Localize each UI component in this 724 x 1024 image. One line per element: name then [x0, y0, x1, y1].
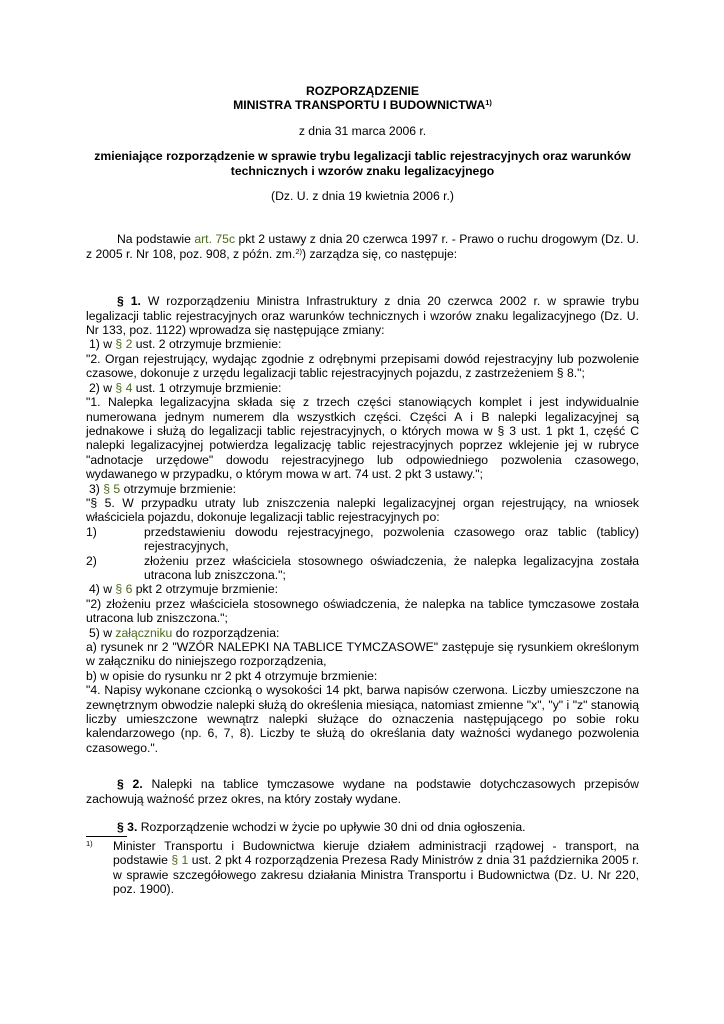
section-3-label: § 3. [117, 820, 138, 835]
preamble-article-link[interactable]: art. 75c [194, 232, 236, 247]
section-2: § 2. Nalepki na tablice tymczasowe wydane na podstawie dotychczasowych przepisów zachowują ważność przez okres, na który zostały wydane. [86, 777, 639, 806]
doc-issuer: MINISTRA TRANSPORTU I BUDOWNICTWA$^{1)}$ [233, 98, 492, 113]
preamble: Na podstawie art. 75c pkt 2 ustawy z dnia 20 czerwca 1997 r. - Prawo o ruchu drogowym (Dz. U. z 2005 r. Nr 108, poz. 908, z późn. zm.$^{2)}$) zarządza się, co następuje: [86, 232, 639, 261]
s1-item-3-text: "§ 5. W przypadku utraty lub zniszczenia nalepki legalizacyjnej organ rejestrujący, na wniosek właściciela pojazdu, dokonuje legalizacji tablic rejestracyjnych po: [86, 495, 639, 525]
section-1-intro: § 1. W rozporządzeniu Ministra Infrastruktury z dnia 20 czerwca 2002 r. w sprawie trybu legalizacji tablic rejestracyjnych oraz warunków technicznych i wzorów znaku legalizacyjnego (Dz. U. Nr 133, poz. 1122) wprowadza się następujące zmiany: [86, 294, 639, 338]
s1-item-3-sub-1: 1) przedstawieniu dowodu rejestracyjnego, pozwolenia czasowego oraz tablic (tablicy) rejestracyjnych, [86, 524, 639, 554]
s1-item-3-link[interactable]: § 5 [103, 481, 121, 496]
s1-item-5: 5) w załączniku do rozporządzenia: [89, 625, 280, 640]
footnote-text: Minister Transportu i Budownictwa kieruje działem administracji rządowej - transport, na podstawie § 1 ust. 2 pkt 4 rozporządzenia Prezesa Rady Ministrów z dnia 31 października 2005 r. w sprawie szczegółowego zakresu działania Ministra Transportu i Budownictwa (Dz. U. Nr 220, poz. 1900). [113, 839, 639, 897]
s1-item-5-a: a) rysunek nr 2 "WZÓR NALEPKI NA TABLICE TYMCZASOWE" zastępuje się rysunkiem określonym w załączniku do niniejszego rozporządzenia, [86, 640, 639, 669]
s1-item-3-sub-2: 2) złożeniu przez właściciela stosownego oświadczenia, że nalepka legalizacyjna została utracona lub zniszczona."; [86, 553, 639, 582]
doc-date: z dnia 31 marca 2006 r. [298, 123, 427, 138]
s1-item-5-b-text: "4. Napisy wykonane czcionką o wysokości 14 pkt, barwa napisów czerwona. Liczby umieszczone na zewnętrznym obwodzie nalepki służą do określenia miesiąca, natomiast zmienne "x", "y" i "z" stanowią liczby umieszczone wewnątrz nalepki służące do oznaczenia następującego po sobie roku kalendarzowego (np. 6, 7, 8). Liczby te służą do określania daty ważności wydanego pozwolenia czasowego.". [86, 683, 639, 755]
s1-item-2-link[interactable]: § 4 [115, 380, 133, 395]
footnote-1 [86, 839, 639, 897]
doc-subject: zmieniające rozporządzenie w sprawie trybu legalizacji tablic rejestracyjnych oraz warunków technicznych i wzorów znaku legalizacyjnego [94, 149, 631, 178]
doc-journal: (Dz. U. z dnia 19 kwietnia 2006 r.) [271, 189, 454, 204]
s1-item-1: 1) w § 2 ust. 2 otrzymuje brzmienie: [89, 337, 282, 352]
s1-item-4-text: "2) złożeniu przez właściciela stosownego oświadczenia, że nalepka na tablice tymczasowe została utracona lub zniszczona."; [86, 596, 639, 626]
s1-item-2: 2) w § 4 ust. 1 otrzymuje brzmienie: [89, 380, 282, 395]
doc-title: ROZPORZĄDZENIE [305, 84, 420, 98]
section-1-label: § 1. [117, 294, 141, 309]
s1-item-5-b: b) w opisie do rysunku nr 2 pkt 4 otrzymuje brzmienie: [86, 668, 378, 683]
s1-item-2-text: "1. Nalepka legalizacyjna składa się z trzech części stanowiących komplet i jest indywidualnie numerowana jednym numerem dla wszystkich części. Części A i B nalepki legalizacyjnej są jednakowe i służą do legalizacji tablic rejestracyjnych, o których mowa w § 3 ust. 1 pkt 1, część C nalepki legalizacyjnej potwierdza legalizację tablic rejestracyjnych poprzez wklejenie jej w rubryce "adnotacje urzędowe" dowodu rejestracyjnego lub odpowiedniego pozwolenia czasowego, wydawanego w przypadku, o którym mowa w art. 74 ust. 2 pkt 3 ustawy."; [86, 395, 639, 482]
s1-item-4: 4) w § 6 pkt 2 otrzymuje brzmienie: [89, 582, 279, 597]
footnote-separator [86, 836, 127, 837]
s1-item-3: 3) § 5 otrzymuje brzmienie: [89, 481, 237, 496]
footnote-link[interactable]: § 1 [171, 853, 189, 868]
s1-item-4-link[interactable]: § 6 [115, 582, 133, 597]
footnote-number: 1) [86, 839, 93, 848]
s1-item-5-link[interactable]: załączniku [115, 625, 173, 640]
s1-item-1-link[interactable]: § 2 [115, 337, 133, 352]
s1-item-1-text: "2. Organ rejestrujący, wydając zgodnie z odrębnymi przepisami dowód rejestracyjny lub pozwolenie czasowe, dokonuje z urzędu legalizacji tablic rejestracyjnych pojazdu, z zastrzeżeniem § 8."; [86, 351, 639, 381]
footnote-ref-1[interactable]: 1) [485, 98, 492, 108]
section-3: § 3. Rozporządzenie wchodzi w życie po upływie 30 dni od dnia ogłoszenia. [117, 820, 526, 835]
footnote-ref-2[interactable]: 2) [295, 246, 303, 256]
document-page [86, 84, 639, 834]
section-2-label: § 2. [117, 777, 143, 792]
